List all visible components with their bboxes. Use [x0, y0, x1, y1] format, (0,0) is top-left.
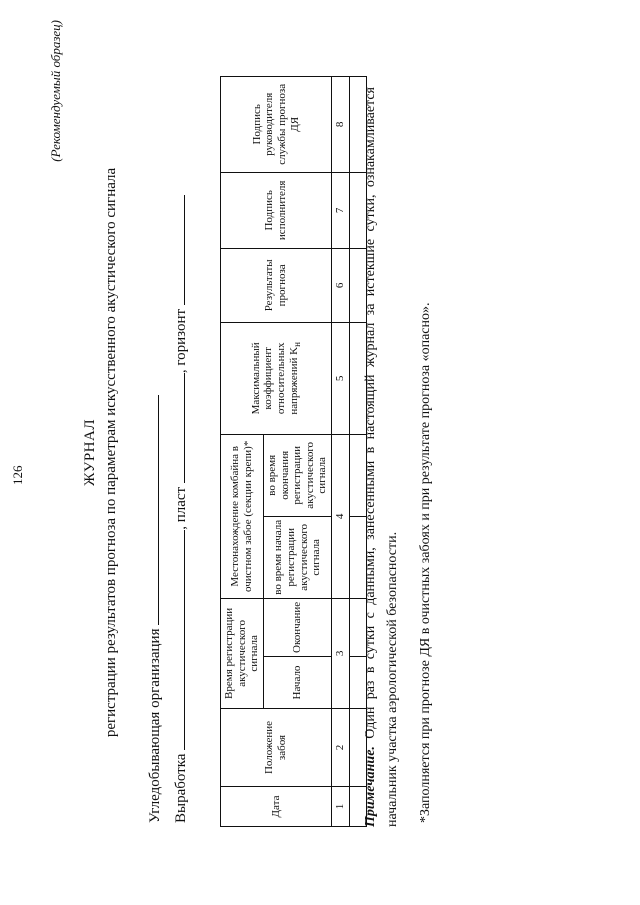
working-blank [172, 530, 185, 750]
horizon-blank [172, 195, 185, 305]
column-number: 8 [332, 76, 350, 172]
header-face-position: Положение забоя [221, 709, 332, 787]
column-number: 3 [332, 598, 350, 708]
header-registration-time: Время регистрации акустического сигнала [221, 598, 264, 708]
seam-blank [172, 373, 185, 483]
working-field [172, 195, 190, 823]
header-combine-location: Местонахождение комбайна в очистном забое (секции крепи)* [221, 434, 264, 598]
column-number: 5 [332, 322, 350, 434]
column-number: 4 [332, 434, 350, 598]
header-end: Окончание [263, 598, 331, 656]
organization-label: Угледобывающая организация [147, 628, 163, 823]
header-start: Начало [263, 657, 331, 709]
header-executor-signature: Подпись исполнителя [221, 172, 332, 248]
column-number: 2 [332, 709, 350, 787]
note-text: Один раз в сутки с данными, занесенными в настоящий журнал за истекшие сутки, ознакамливается начальник участка аэрологической безопасности. [363, 87, 400, 827]
header-head-signature: Подпись руководителя службы прогноза ДЯ [221, 76, 332, 172]
footnote: *Заполняется при прогнозе ДЯ в очистных забоях и при результате прогноза «опасно». [418, 302, 433, 823]
horizon-label: , горизонт [173, 308, 189, 374]
journal-title: ЖУРНАЛ [82, 418, 98, 487]
column-number: 6 [332, 248, 350, 322]
column-number: 7 [332, 172, 350, 248]
header-at-start: во время начала регистрации акустического сигнала [263, 516, 331, 598]
organization-field [146, 395, 164, 823]
column-number: 1 [332, 787, 350, 827]
column-number-row [332, 76, 350, 826]
sample-note: (Рекомендуемый образец) [48, 20, 63, 162]
page-number: 126 [10, 465, 25, 485]
working-label: Выработка [173, 753, 189, 823]
journal-subtitle: регистрации результатов прогноза по параметрам искусственного акустического сигнала [103, 167, 119, 738]
note-paragraph [360, 87, 403, 827]
note-label: Примечание. [363, 746, 378, 827]
header-forecast-results: Результаты прогноза [221, 248, 332, 322]
header-date: Дата [221, 787, 332, 827]
organization-blank [146, 395, 159, 625]
header-at-end: во время окончания регистрации акустического сигнала [263, 434, 331, 516]
seam-label: , пласт [173, 486, 189, 530]
journal-table [220, 76, 367, 827]
header-max-coefficient: Максимальный коэффициент относительных напряжений $K_н$ [221, 322, 332, 434]
